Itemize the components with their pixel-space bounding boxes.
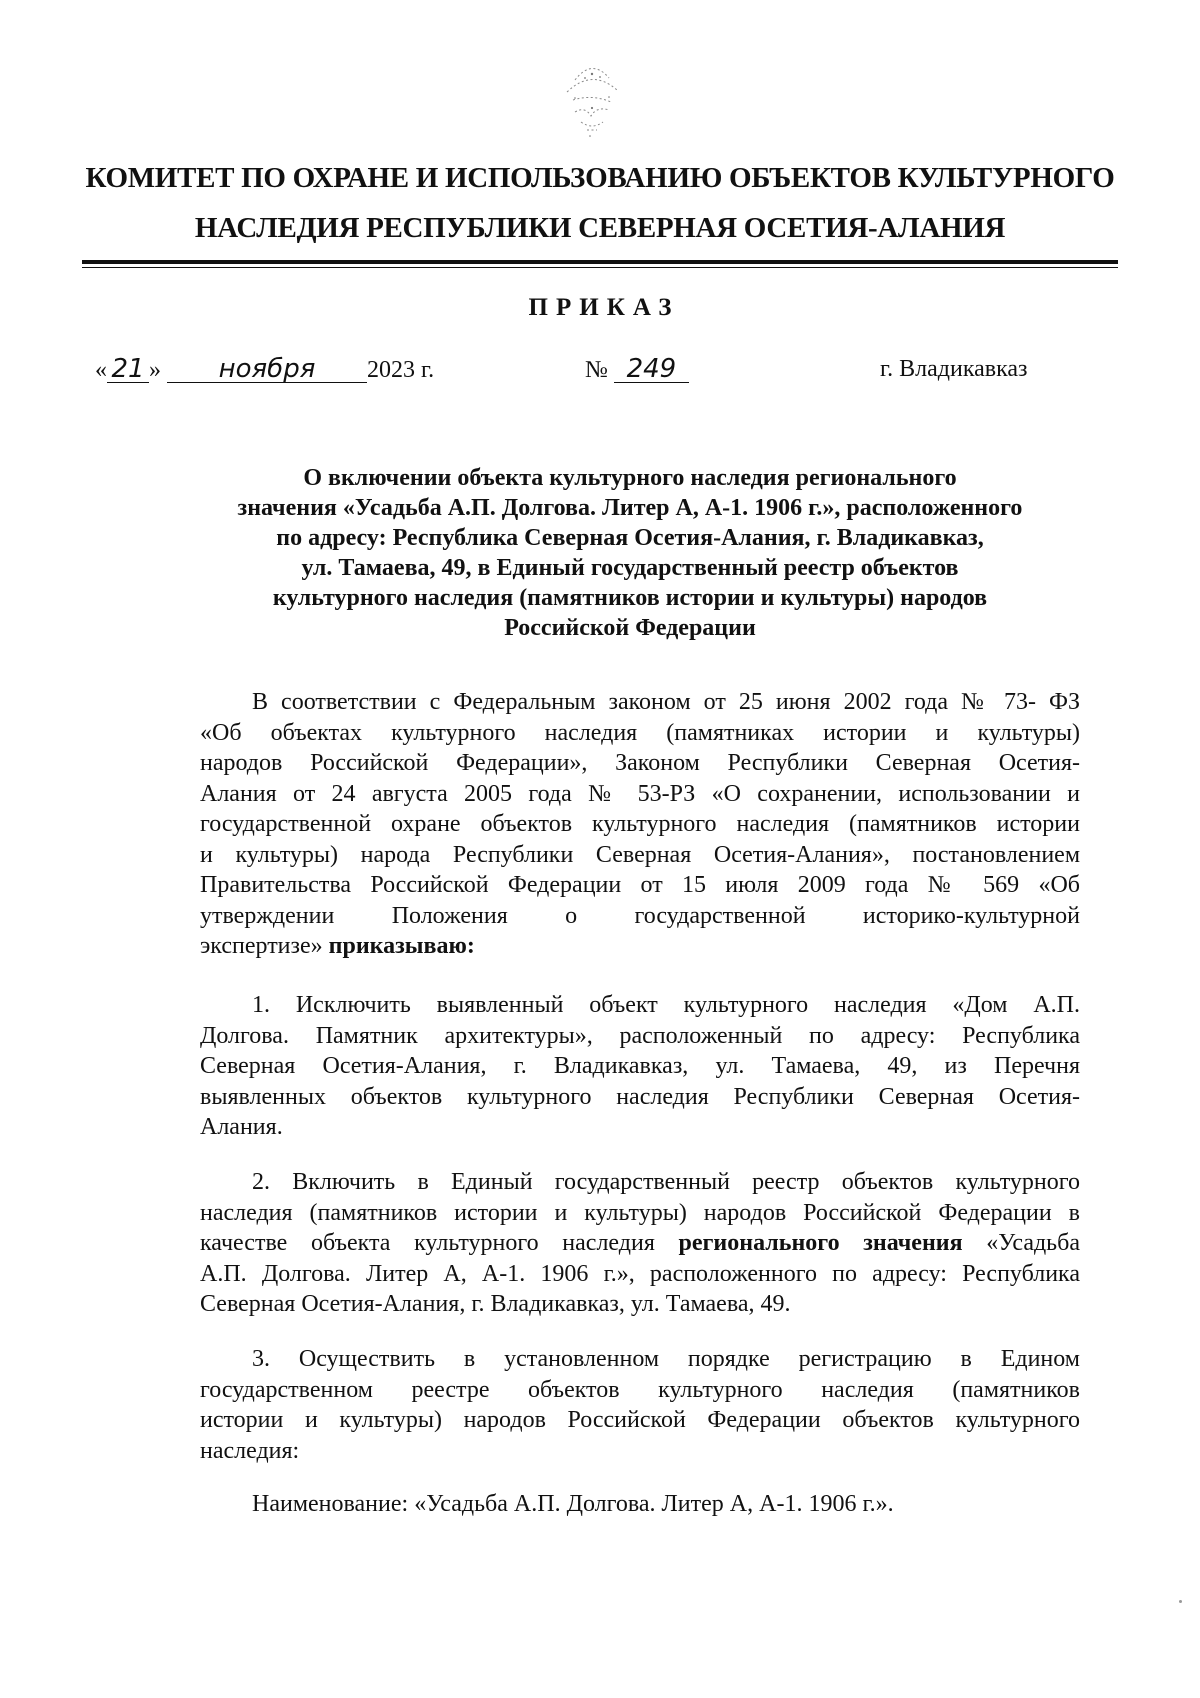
significance-bold: регионального значения xyxy=(678,1230,963,1256)
paragraph-line: истории и культуры) народов Российской Федерации объектов культурного xyxy=(200,1407,1080,1433)
object-name-line: Наименование: «Усадьба А.П. Долгова. Литер А, А-1. 1906 г.». xyxy=(252,1491,894,1517)
preamble-end-text: экспертизе» xyxy=(200,933,323,959)
order-title: ПРИКАЗ xyxy=(528,294,680,321)
order-subject xyxy=(190,463,1070,643)
paragraph-line: государственной охране объектов культурного наследия (памятников истории xyxy=(200,811,1080,837)
paragraph-line: государственном реестре объектов культурного наследия (памятников xyxy=(200,1376,1080,1403)
item-3-paragraph xyxy=(200,1344,1080,1466)
paragraph-line xyxy=(200,931,1080,962)
order-city: г. Владикавказ xyxy=(880,356,1028,382)
date-year: 2023 г. xyxy=(367,357,435,383)
paragraph-line: выявленных объектов культурного наследия Республики Северная Осетия- xyxy=(200,1083,1080,1110)
date-month-handwritten: ноября xyxy=(167,356,367,383)
date-close-quote: » xyxy=(149,357,161,383)
paragraph-line: 2. Включить в Единый государственный реестр объектов культурного xyxy=(252,1169,1080,1195)
date-open-quote: « xyxy=(95,357,107,383)
number-label: № xyxy=(585,357,608,383)
organization-name-line-1: КОМИТЕТ ПО ОХРАНЕ И ИСПОЛЬЗОВАНИЮ ОБЪЕКТОВ КУЛЬТУРНОГО xyxy=(85,162,1115,194)
order-number xyxy=(585,356,689,384)
organization-name-line-2: НАСЛЕДИЯ РЕСПУБЛИКИ СЕВЕРНАЯ ОСЕТИЯ-АЛАНИЯ xyxy=(194,212,1006,244)
subject-line: Российской Федерации xyxy=(504,615,756,641)
paragraph-line xyxy=(200,1228,1080,1259)
paragraph-line: 3. Осуществить в установленном порядке регистрацию в Едином xyxy=(252,1346,1080,1372)
paragraph-line: «Об объектах культурного наследия (памятниках истории и культуры) xyxy=(200,719,1080,746)
paragraph-line: Северная Осетия-Алания, г. Владикавказ, ул. Тамаева, 49. xyxy=(200,1291,791,1317)
paragraph-line: народов Российской Федерации», Законом Республики Северная Осетия- xyxy=(200,750,1080,776)
scan-speck xyxy=(1179,1600,1182,1603)
item-1-paragraph xyxy=(200,990,1080,1143)
item-2-line-3-end: «Усадьба xyxy=(986,1230,1080,1256)
paragraph-line: и культуры) народа Республики Северная Осетия-Алания», постановлением xyxy=(200,841,1080,868)
number-value-handwritten: 249 xyxy=(614,356,689,383)
item-2-line-3-start: качестве объекта культурного наследия xyxy=(200,1230,655,1256)
paragraph-line: Алания от 24 августа 2005 года № 53-РЗ «О сохранении, использовании и xyxy=(200,780,1080,807)
paragraph-line: Северная Осетия-Алания, г. Владикавказ, ул. Тамаева, 49, из Перечня xyxy=(200,1053,1080,1079)
preamble-paragraph xyxy=(200,687,1080,962)
subject-line: культурного наследия (памятников истории и культуры) народов xyxy=(272,585,988,611)
paragraph-line: А.П. Долгова. Литер А, А-1. 1906 г.», расположенного по адресу: Республика xyxy=(200,1260,1080,1287)
date-day-handwritten: 21 xyxy=(107,356,149,383)
paragraph-line: 1. Исключить выявленный объект культурного наследия «Дом А.П. xyxy=(252,992,1080,1018)
paragraph-line: Долгова. Памятник архитектуры», расположенный по адресу: Республика xyxy=(200,1022,1080,1049)
subject-line: О включении объекта культурного наследия регионального xyxy=(303,465,957,491)
subject-line: ул. Тамаева, 49, в Единый государственный реестр объектов xyxy=(301,555,959,581)
coat-of-arms-emblem-icon xyxy=(545,50,640,145)
paragraph-line: Правительства Российской Федерации от 15 июля 2009 года № 569 «Об xyxy=(200,872,1080,898)
subject-line: значения «Усадьба А.П. Долгова. Литер А, А-1. 1906 г.», расположенного xyxy=(237,495,1023,521)
subject-line: по адресу: Республика Северная Осетия-Алания, г. Владикавказ, xyxy=(276,525,984,551)
paragraph-line: В соответствии с Федеральным законом от 25 июня 2002 года № 73- ФЗ xyxy=(252,689,1080,715)
order-date xyxy=(95,356,434,384)
paragraph-line: утверждении Положения о государственной историко-культурной xyxy=(200,902,1080,929)
item-2-paragraph xyxy=(200,1167,1080,1320)
paragraph-line: наследия: xyxy=(200,1437,300,1464)
order-verb-bold: приказываю: xyxy=(328,933,475,959)
header-divider-thick xyxy=(82,260,1118,264)
paragraph-line: наследия (памятников истории и культуры) народов Российской Федерации в xyxy=(200,1199,1080,1226)
paragraph-line: Алания. xyxy=(200,1114,283,1140)
header-divider-thin xyxy=(82,267,1118,268)
